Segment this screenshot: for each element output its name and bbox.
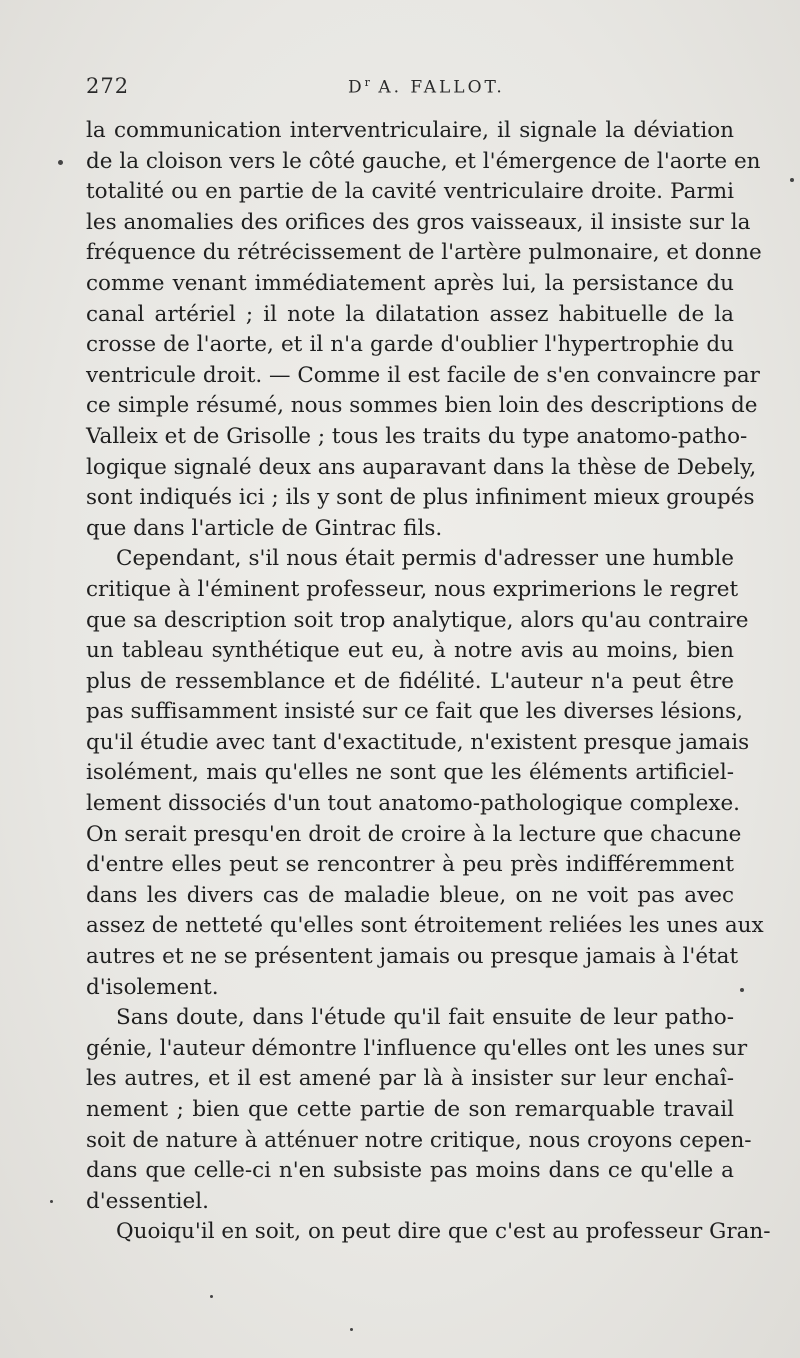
text-line: Quoiqu'il en soit, on peut dire que c'est au professeur Gran- [116, 1219, 771, 1245]
paper-speck [210, 1295, 213, 1298]
text-line: soit de nature à atténuer notre critique, nous croyons cepen- [86, 1127, 752, 1153]
text-line: comme venant immédiatement après lui, la persistance du [86, 270, 734, 296]
author-prefix-sup: r [364, 76, 370, 89]
paper-speck [740, 988, 744, 992]
text-line: de la cloison vers le côté gauche, et l'émergence de l'aorte en [86, 148, 761, 174]
text-line: assez de netteté qu'elles sont étroitement reliées les unes aux [86, 913, 764, 939]
body-text [86, 116, 771, 1248]
text-line: ce simple résumé, nous sommes bien loin des descriptions de [86, 393, 758, 419]
paper-speck [350, 1328, 353, 1331]
text-line: sont indiqués ici ; ils y sont de plus infiniment mieux groupés [86, 485, 755, 511]
text-line: d'essentiel. [86, 1188, 209, 1214]
text-line: dans les divers cas de maladie bleue, on ne voit pas avec [86, 882, 734, 908]
text-line: logique signalé deux ans auparavant dans la thèse de Debely, [86, 454, 757, 480]
paper-speck [58, 160, 63, 165]
text-line: les autres, et il est amené par là à insister sur leur enchaî- [86, 1066, 734, 1092]
text-line: dans que celle-ci n'en subsiste pas moins dans ce qu'elle a [86, 1158, 734, 1184]
page-header [86, 74, 734, 104]
text-line: totalité ou en partie de la cavité ventriculaire droite. Parmi [86, 179, 734, 205]
text-line: un tableau synthétique eut eu, à notre avis au moins, bien [86, 638, 734, 664]
text-line: plus de ressemblance et de fidélité. L'auteur n'a peut être [86, 668, 734, 694]
text-line: nement ; bien que cette partie de son remarquable travail [86, 1097, 734, 1122]
text-line: Sans doute, dans l'étude qu'il fait ensuite de leur patho- [116, 1005, 734, 1031]
text-line: lement dissociés d'un tout anatomo-pathologique complexe. [86, 791, 741, 817]
text-line: que dans l'article de Gintrac fils. [86, 515, 443, 541]
text-line: crosse de l'aorte, et il n'a garde d'oublier l'hypertrophie du [86, 332, 734, 358]
text-line: qu'il étudie avec tant d'exactitude, n'existent presque jamais [86, 729, 750, 755]
text-line: isolément, mais qu'elles ne sont que les éléments artificiel- [86, 760, 734, 786]
text-line: autres et ne se présentent jamais ou presque jamais à l'état [86, 944, 739, 970]
author-name: A. FALLOT. [378, 77, 505, 98]
running-head [348, 76, 505, 98]
text-line: pas suffisamment insisté sur ce fait que les diverses lésions, [86, 699, 743, 725]
text-line: Valleix et de Grisolle ; tous les traits du type anatomo-patho- [86, 423, 748, 449]
author-prefix: D [348, 77, 365, 98]
text-line: On serait presqu'en droit de croire à la lecture que chacune [86, 821, 742, 847]
text-line: Cependant, s'il nous était permis d'adresser une humble [116, 546, 734, 572]
text-line: les anomalies des orifices des gros vaisseaux, il insiste sur la [86, 209, 751, 235]
paper-speck [50, 1200, 53, 1203]
text-line: d'entre elles peut se rencontrer à peu près indifféremment [86, 852, 734, 878]
text-line: la communication interventriculaire, il signale la déviation [86, 118, 734, 143]
paper-speck [790, 178, 794, 182]
text-line: d'isolement. [86, 974, 219, 1000]
text-line: canal artériel ; il note la dilatation assez habituelle de la [86, 301, 734, 327]
text-line: que sa description soit trop analytique, alors qu'au contraire [86, 607, 749, 633]
text-line: génie, l'auteur démontre l'influence qu'elles ont les unes sur [86, 1035, 748, 1061]
page-number: 272 [86, 74, 130, 98]
text-line: fréquence du rétrécissement de l'artère pulmonaire, et donne [86, 240, 762, 266]
text-line: ventricule droit. — Comme il est facile de s'en convaincre par [86, 362, 760, 388]
text-line: critique à l'éminent professeur, nous exprimerions le regret [86, 576, 739, 602]
